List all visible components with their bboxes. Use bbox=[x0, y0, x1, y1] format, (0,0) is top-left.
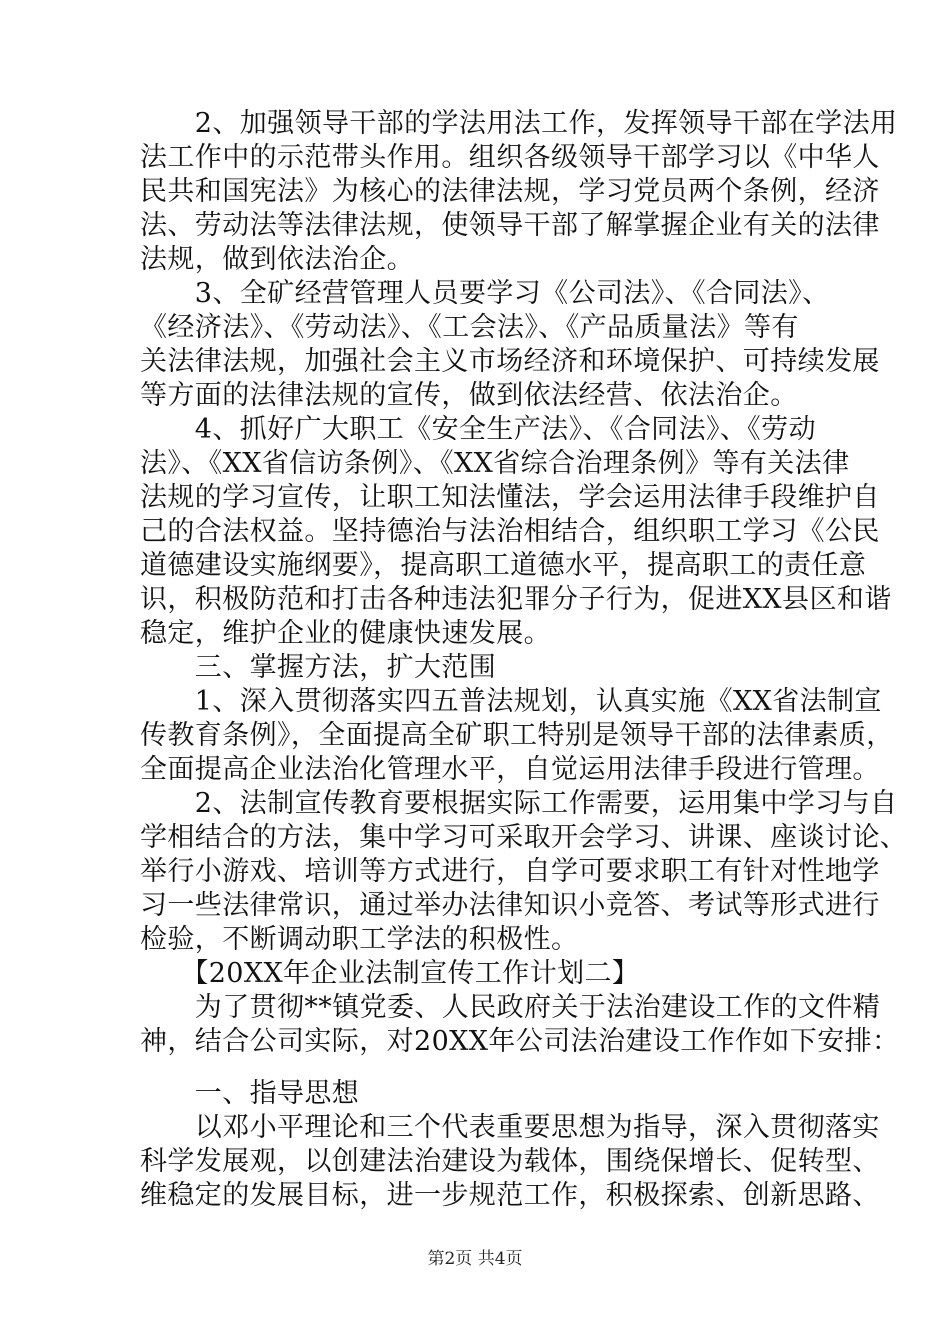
text-line: 法规，做到依法治企。 bbox=[140, 244, 414, 275]
text-line: 维稳定的发展目标，进一步规范工作，积极探索、创新思路、 bbox=[140, 1180, 880, 1211]
text-line: 以邓小平理论和三个代表重要思想为指导，深入贯彻落实 bbox=[140, 1112, 880, 1143]
text-line: 学相结合的方法，集中学习可采取开会学习、讲课、座谈讨论、 bbox=[140, 822, 908, 853]
text-line: 己的合法权益。坚持德治与法治相结合，组织职工学习《公民 bbox=[140, 516, 880, 547]
text-line: 检验，不断调动职工学法的积极性。 bbox=[140, 924, 579, 955]
section-heading: 三、掌握方法，扩大范围 bbox=[140, 652, 497, 683]
text-line: 全面提高企业法治化管理水平，自觉运用法律手段进行管理。 bbox=[140, 754, 880, 785]
text-line: 法、劳动法等法律法规，使领导干部了解掌握企业有关的法律 bbox=[140, 210, 880, 241]
text-line: 神，结合公司实际，对20XX年公司法治建设工作作如下安排： bbox=[140, 1026, 900, 1057]
text-line: 法》、《XX省信访条例》、《XX省综合治理条例》等有关法律 bbox=[140, 448, 850, 479]
text-line: 稳定，维护企业的健康快速发展。 bbox=[140, 618, 551, 649]
text-line: 法工作中的示范带头作用。组织各级领导干部学习以《中华人 bbox=[140, 142, 880, 173]
section-title: 【20XX年企业法制宣传工作计划二】 bbox=[140, 958, 640, 989]
text-line: 民共和国宪法》为核心的法律法规，学习党员两个条例，经济 bbox=[140, 176, 880, 207]
text-line: 2、法制宣传教育要根据实际工作需要，运用集中学习与自 bbox=[140, 788, 898, 819]
text-line: 关法律法规，加强社会主义市场经济和环境保护、可持续发展 bbox=[140, 346, 880, 377]
text-line: 1、深入贯彻落实四五普法规划，认真实施《XX省法制宣 bbox=[140, 686, 882, 717]
text-line: 《经济法》、《劳动法》、《工会法》、《产品质量法》等有 bbox=[140, 312, 799, 343]
text-line: 2、加强领导干部的学法用法工作，发挥领导干部在学法用 bbox=[140, 108, 898, 139]
text-line: 传教育条例》，全面提高全矿职工特别是领导干部的法律素质， bbox=[140, 720, 894, 751]
page-indicator: 第2页 共4页 bbox=[427, 1249, 523, 1269]
text-line: 4、抓好广大职工《安全生产法》、《合同法》、《劳动 bbox=[140, 414, 816, 445]
text-line: 习一些法律常识，通过举办法律知识小竞答、考试等形式进行 bbox=[140, 890, 880, 921]
text-line: 举行小游戏、培训等方式进行，自学可要求职工有针对性地学 bbox=[140, 856, 880, 887]
text-line: 道德建设实施纲要》，提高职工道德水平，提高职工的责任意 bbox=[140, 550, 867, 581]
text-line: 法规的学习宣传，让职工知法懂法，学会运用法律手段维护自 bbox=[140, 482, 880, 513]
text-line: 等方面的法律法规的宣传，做到依法经营、依法治企。 bbox=[140, 380, 798, 411]
text-line: 为了贯彻**镇党委、人民政府关于法治建设工作的文件精 bbox=[140, 992, 881, 1023]
text-line: 识，积极防范和打击各种违法犯罪分子行为，促进XX县区和谐 bbox=[140, 584, 892, 615]
text-line: 3、全矿经营管理人员要学习《公司法》、《合同法》、 bbox=[140, 278, 830, 309]
text-line: 科学发展观，以创建法治建设为载体，围绕保增长、促转型、 bbox=[140, 1146, 880, 1177]
section-heading: 一、指导思想 bbox=[140, 1078, 360, 1109]
